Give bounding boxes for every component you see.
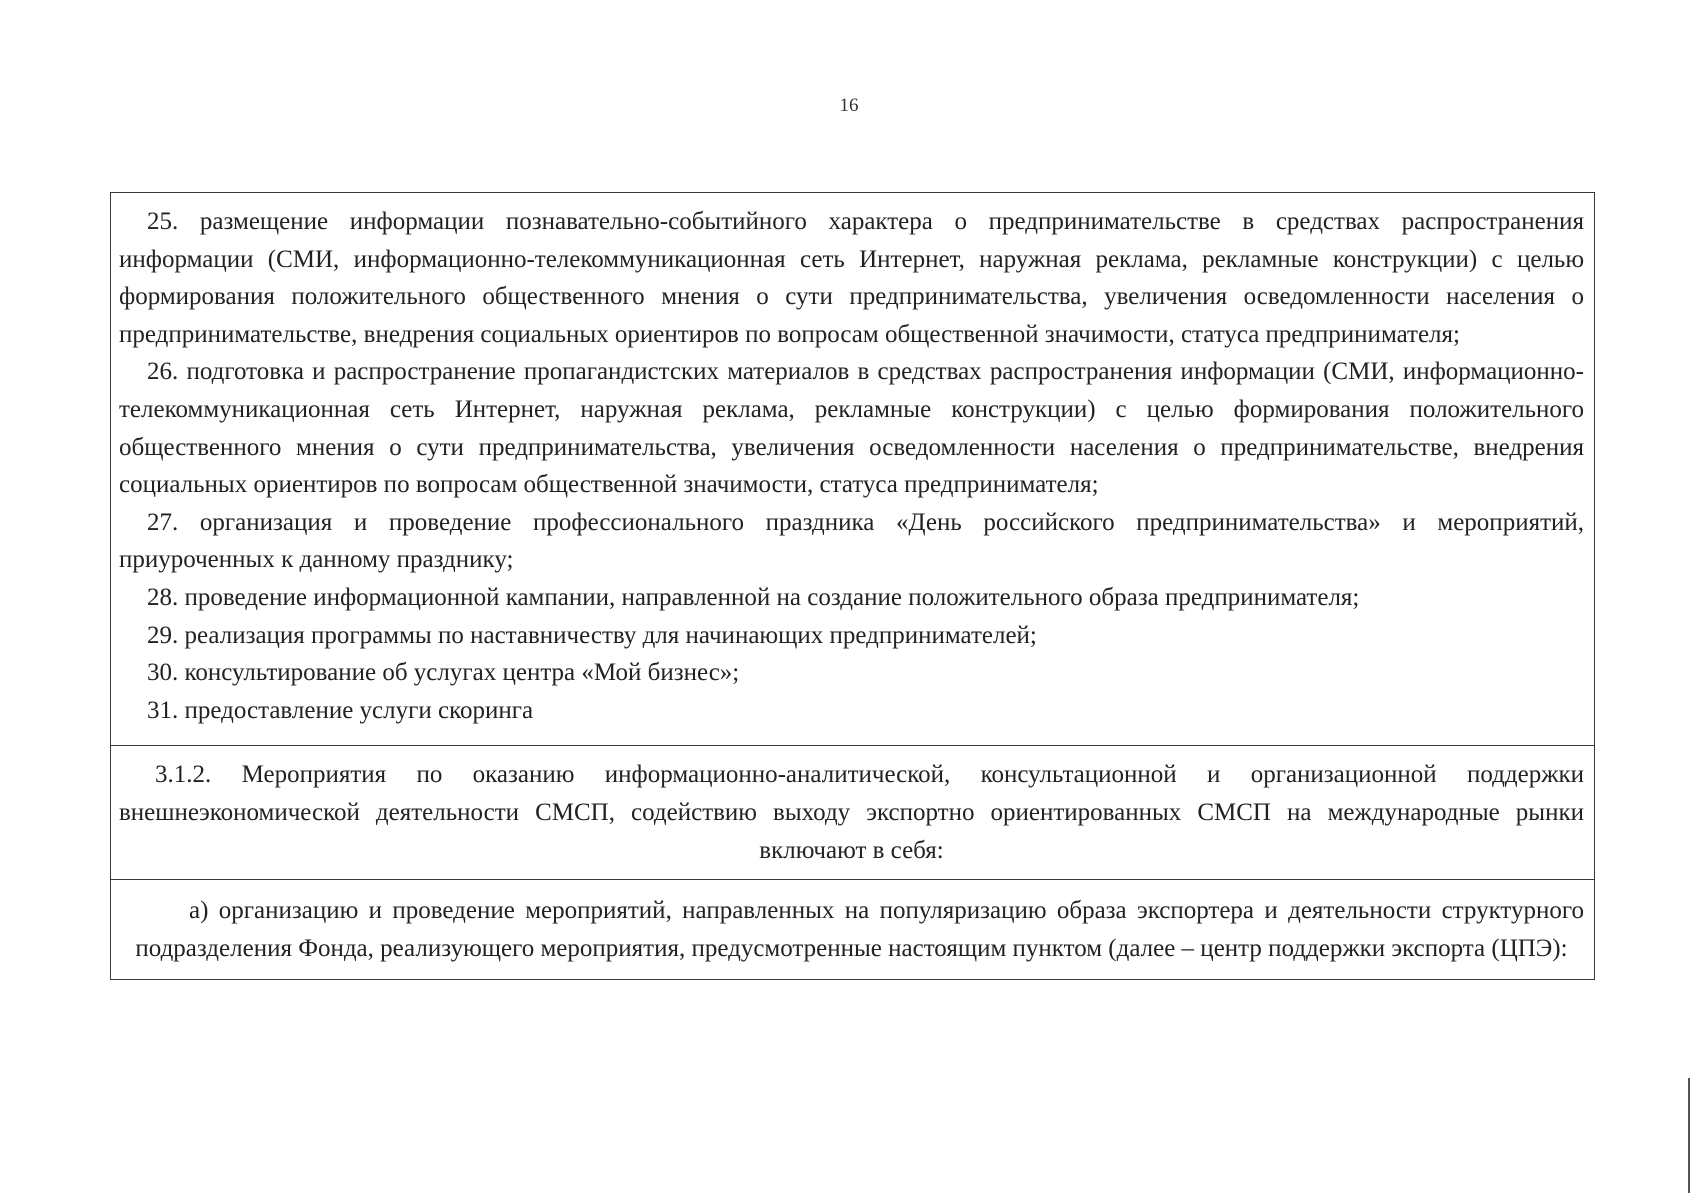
item-number: 26. <box>147 358 179 386</box>
item-text: организация и проведение профессионального праздника «День российского предпринимательства» и мероприятий, приуроченных к данному празднику; <box>119 508 1585 574</box>
list-item <box>119 654 1584 692</box>
sub-item-text: а) организацию и проведение мероприятий, направленных на популяризацию образа экспортера и деятельности структурного подразделения Фонда, реализующего мероприятия, предусмотренные настоящим пунктом (далее – центр поддержки экспорта (ЦПЭ): <box>135 897 1584 962</box>
section-heading: 3.1.2. Мероприятия по оказанию информационно-аналитической, консультационной и организационной поддержки внешнеэкономической деятельности СМСП, содействию выходу экспортно ориентированных СМСП на международные рынки включают в себя: <box>119 761 1584 864</box>
item-number: 28. <box>147 583 179 611</box>
section-heading-cell <box>111 745 1594 879</box>
sub-item-cell <box>111 879 1594 979</box>
list-item <box>119 203 1584 353</box>
item-number: 25. <box>147 208 179 235</box>
item-number: 27. <box>147 508 179 536</box>
measures-list-cell <box>111 193 1594 745</box>
list-item <box>119 504 1584 579</box>
scan-edge-mark <box>1688 1078 1690 1193</box>
list-item <box>119 617 1584 655</box>
item-number: 30. <box>147 659 179 687</box>
list-item <box>119 579 1584 617</box>
document-table <box>110 192 1595 980</box>
list-item <box>119 692 1584 730</box>
item-text: размещение информации познавательно-событийного характера о предпринимательстве в средствах распространения информации (СМИ, информационно-телекоммуникационная сеть Интернет, наружная реклама, рекламные конструкции) с целью формирования положительного общественного мнения о сути предпринимательства, увеличения осведомленности населения о предпринимательстве, внедрения социальных ориентиров по вопросам общественной значимости, статуса предпринимателя; <box>119 208 1584 348</box>
item-number: 29. <box>147 621 179 649</box>
item-number: 31. <box>147 696 179 724</box>
list-item <box>119 353 1584 503</box>
item-text: подготовка и распространение пропагандистских материалов в средствах распространения информации (СМИ, информационно-телекоммуникационная сеть Интернет, наружная реклама, рекламные конструкции) с целью формирования положительного общественного мнения о сути предпринимательства, увеличения осведомленности населения о предпринимательстве, внедрения социальных ориентиров по вопросам общественной значимости, статуса предпринимателя; <box>119 358 1585 499</box>
item-text: проведение информационной кампании, направленной на создание положительного образа предпринимателя; <box>184 583 1360 611</box>
page-number: 16 <box>839 95 859 116</box>
item-text: предоставление услуги скоринга <box>184 696 534 724</box>
item-text: консультирование об услугах центра «Мой бизнес»; <box>184 659 740 687</box>
item-text: реализация программы по наставничеству для начинающих предпринимателей; <box>184 621 1037 649</box>
